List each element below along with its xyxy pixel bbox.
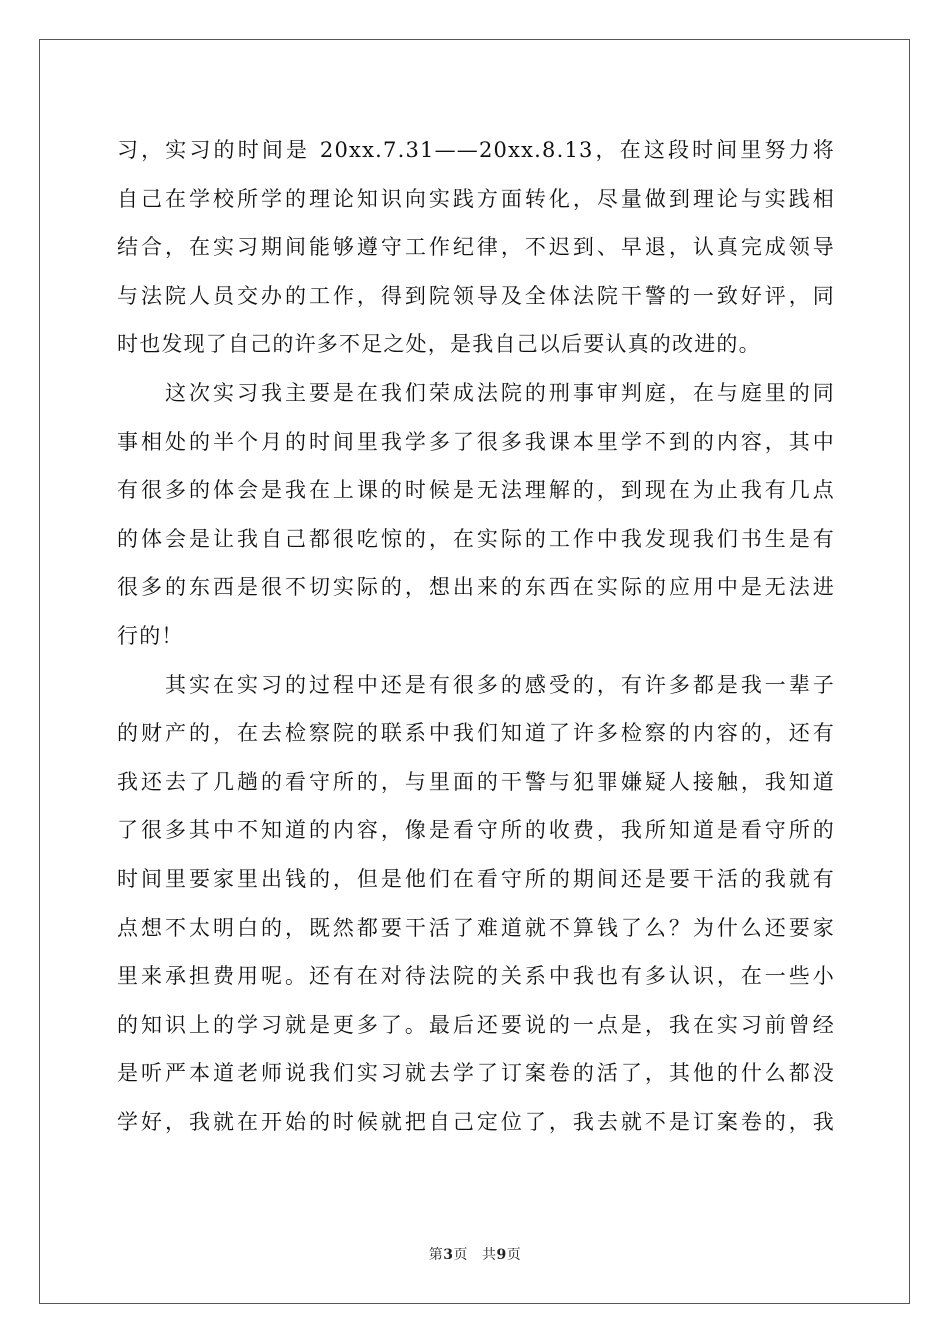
text-line: 的财产的，在去检察院的联系中我们知道了许多检察的内容的，还有 xyxy=(117,721,835,746)
text-line: 与法院人员交办的工作，得到院领导及全体法院干警的一致好评，同 xyxy=(117,283,835,308)
page-prefix: 第 xyxy=(428,1247,444,1263)
document-body xyxy=(117,126,835,1146)
text-line: 时也发现了自己的许多不足之处，是我自己以后要认真的改进的。 xyxy=(117,332,761,357)
text-line: 有很多的体会是我在上课的时候是无法理解的，到现在为止我有几点 xyxy=(117,478,835,503)
text-line: 自己在学校所学的理论知识向实践方面转化，尽量做到理论与实践相 xyxy=(117,186,835,211)
text-line: 是听严本道老师说我们实习就去学了订案卷的活了，其他的什么都没 xyxy=(117,1061,835,1086)
text-line: 学好，我就在开始的时候就把自己定位了，我去就不是订案卷的，我 xyxy=(117,1109,835,1134)
text-line: 里来承担费用呢。还有在对待法院的关系中我也有多认识，在一些小 xyxy=(117,964,835,989)
page-unit: 页 xyxy=(453,1247,468,1263)
text-line: 结合，在实习期间能够遵守工作纪律，不迟到、早退，认真完成领导 xyxy=(117,235,835,260)
text-line: 我还去了几趟的看守所的，与里面的干警与犯罪嫌疑人接触，我知道 xyxy=(117,769,835,794)
current-page-number: 3 xyxy=(443,1247,454,1263)
text-line: 了很多其中不知道的内容，像是看守所的收费，我所知道是看守所的 xyxy=(117,818,835,843)
text-line: 行的！ xyxy=(117,623,184,648)
text-line: 的知识上的学习就是更多了。最后还要说的一点是，我在实习前曾经 xyxy=(117,1012,835,1037)
text-line: 其实在实习的过程中还是有很多的感受的，有许多都是我一辈子 xyxy=(117,672,835,697)
text-line: 这次实习我主要是在我们荣成法院的刑事审判庭，在与庭里的同 xyxy=(117,380,835,405)
text-line: 时间里要家里出钱的，但是他们在看守所的期间还是要干活的我就有 xyxy=(117,866,835,891)
page-footer xyxy=(0,1244,950,1264)
text-line: 事相处的半个月的时间里我学多了很多我课本里学不到的内容，其中 xyxy=(117,429,835,454)
total-unit: 页 xyxy=(506,1247,522,1263)
total-page-number: 9 xyxy=(496,1247,507,1263)
text-line: 很多的东西是很不切实际的，想出来的东西在实际的应用中是无法进 xyxy=(117,575,835,600)
text-line: 习，实习的时间是 20xx.7.31——20xx.8.13，在这段时间里努力将 xyxy=(117,138,835,162)
text-line: 点想不太明白的，既然都要干活了难道就不算钱了么？为什么还要家 xyxy=(117,915,835,940)
text-line: 的体会是让我自己都很吃惊的，在实际的工作中我发现我们书生是有 xyxy=(117,526,835,551)
total-prefix: 共 xyxy=(482,1247,497,1263)
